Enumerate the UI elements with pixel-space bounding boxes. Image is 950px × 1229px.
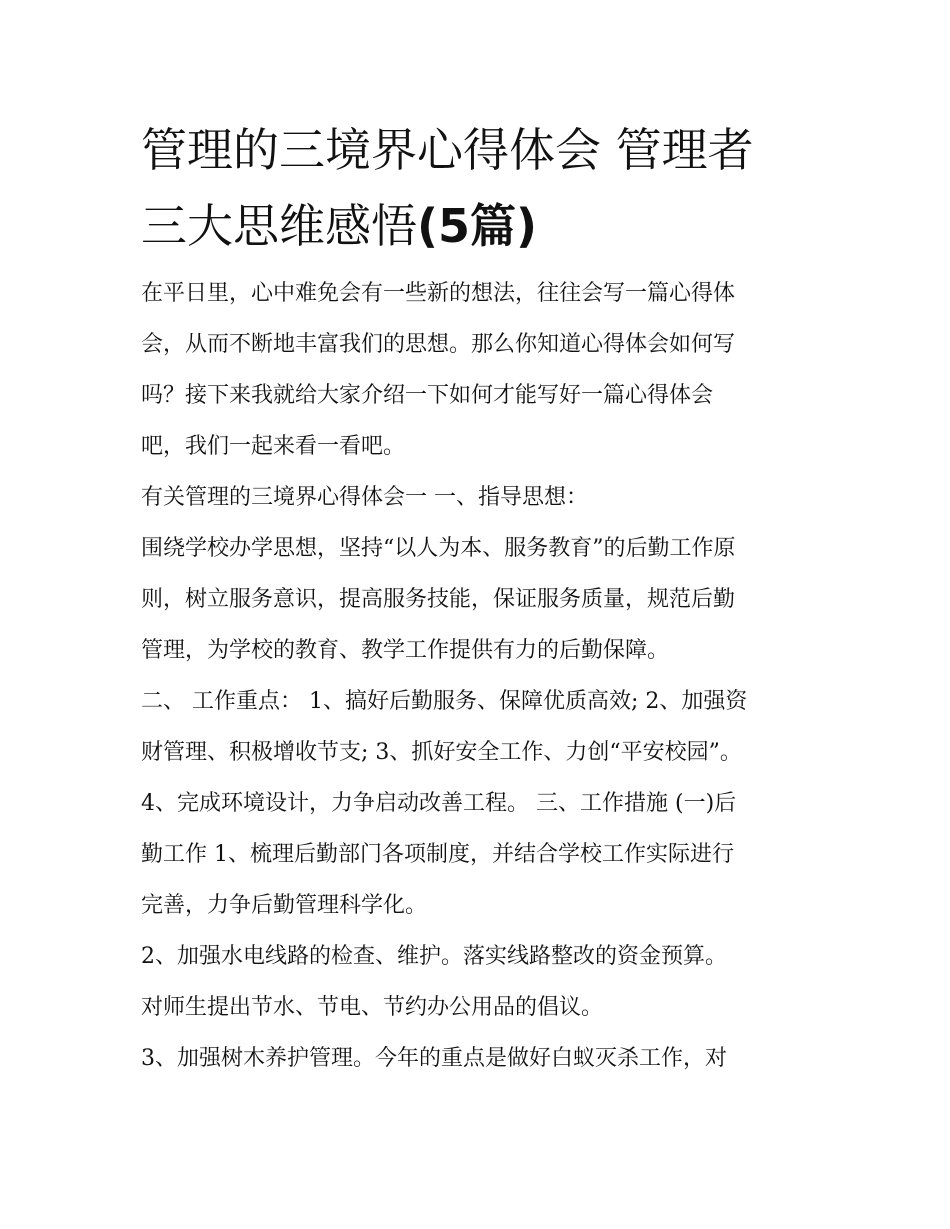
paragraph-line: 在平日里，心中难免会有一些新的想法，往往会写一篇心得体 [141, 281, 736, 306]
title-line-2-text: 三大思维感悟 [141, 199, 417, 253]
document-body [141, 112, 813, 1084]
title-line-1: 管理的三境界心得体会 管理者 [141, 123, 754, 177]
paragraph-line: 围绕学校办学思想，坚持“以人为本、服务教育”的后勤工作原 [141, 536, 736, 561]
paragraph-guiding-thought [141, 523, 813, 676]
title-suffix: (5篇) [417, 199, 538, 253]
paragraph-line: 2、加强水电线路的检查、维护。落实线路整改的资金预算。 [141, 944, 727, 969]
paragraph-item-2 [141, 931, 813, 1033]
paragraph-line: 完善，力争后勤管理科学化。 [141, 893, 428, 918]
paragraph-line: 管理，为学校的教育、教学工作提供有力的后勤保障。 [141, 638, 670, 663]
paragraph-intro [141, 268, 813, 472]
paragraph-section-heading [141, 472, 813, 523]
paragraph-work-focus [141, 676, 813, 931]
paragraph-line: 则，树立服务意识，提高服务技能，保证服务质量，规范后勤 [141, 587, 736, 612]
title-line-2 [141, 188, 813, 264]
paragraph-line: 会，从而不断地丰富我们的思想。那么你知道心得体会如何写 [141, 332, 736, 357]
document-title [141, 112, 813, 264]
paragraph-line: 二、 工作重点： 1、搞好后勤服务、保障优质高效; 2、加强资 [141, 689, 748, 714]
paragraph-item-3 [141, 1033, 813, 1084]
paragraph-line: 4、完成环境设计，力争启动改善工程。 三、工作措施 (一)后 [141, 791, 737, 816]
paragraph-line: 吗？接下来我就给大家介绍一下如何才能写好一篇心得体会 [141, 383, 714, 408]
paragraph-line: 有关管理的三境界心得体会一 一、指导思想： [141, 485, 588, 510]
paragraph-line: 3、加强树木养护管理。今年的重点是做好白蚁灭杀工作，对 [141, 1046, 727, 1071]
paragraph-line: 勤工作 1、梳理后勤部门各项制度，并结合学校工作实际进行 [141, 842, 734, 867]
paragraph-line: 吧，我们一起来看一看吧。 [141, 434, 406, 459]
paragraph-line: 对师生提出节水、节电、节约办公用品的倡议。 [141, 995, 604, 1020]
paragraph-line: 财管理、积极增收节支; 3、抓好安全工作、力创“平安校园”。 [141, 740, 742, 765]
